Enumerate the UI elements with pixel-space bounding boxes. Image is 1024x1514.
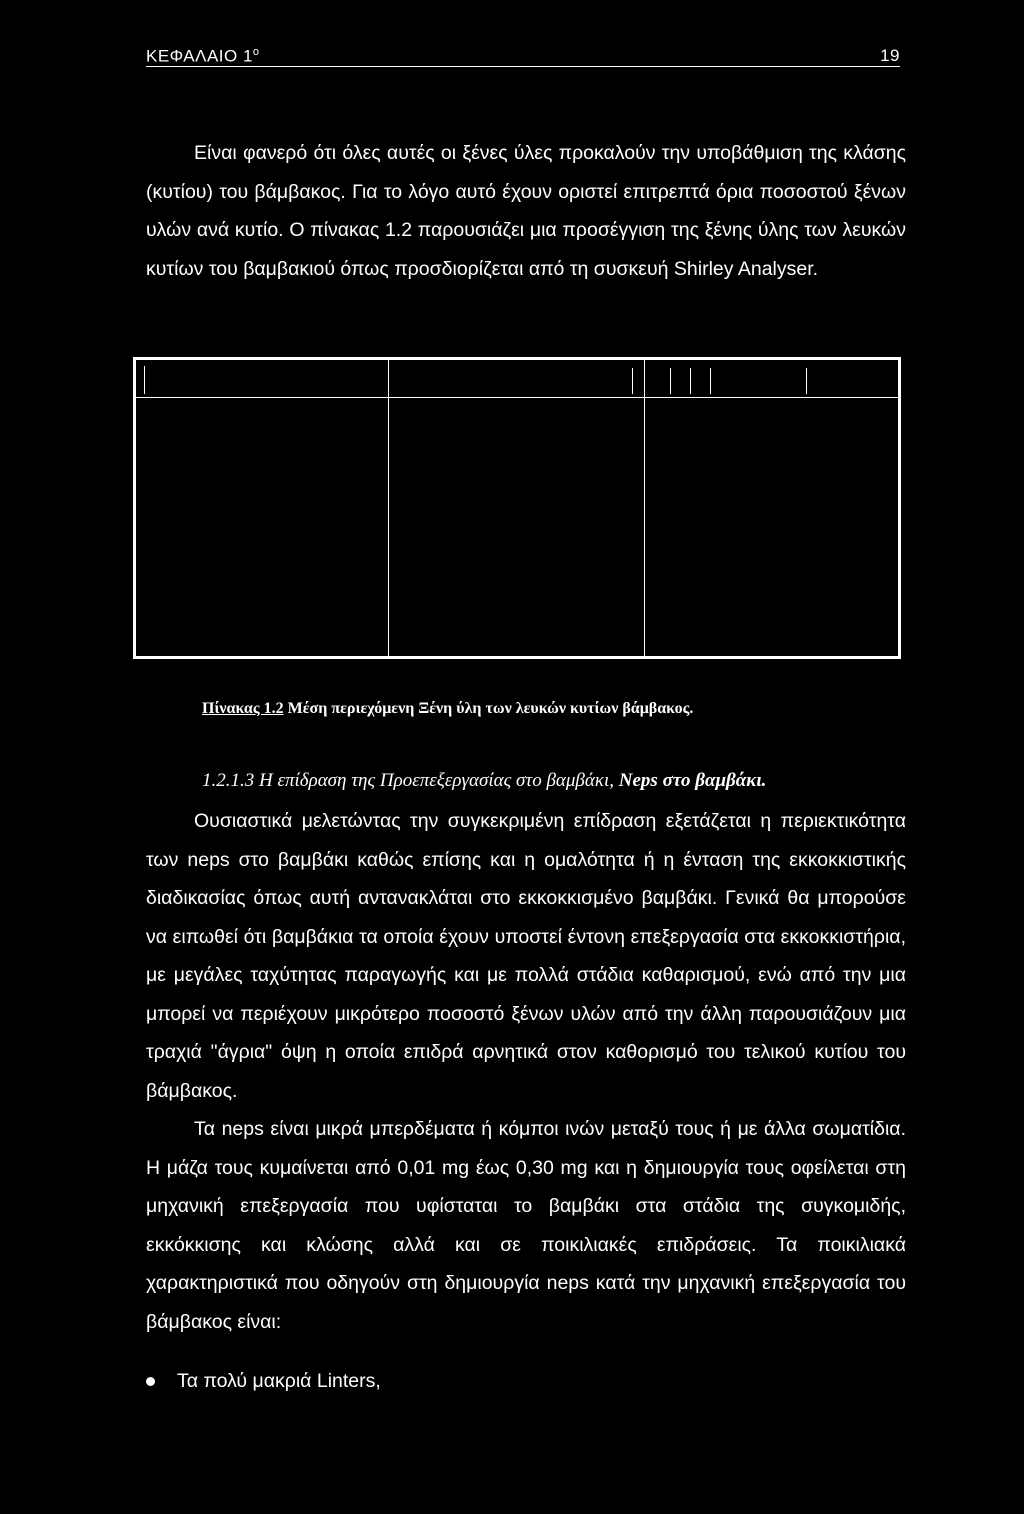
body-text	[146, 802, 906, 1341]
table-header-tick	[144, 366, 145, 394]
table-column-divider	[388, 360, 389, 656]
page-number: 19	[880, 46, 900, 65]
body-paragraph: Τα neps είναι μικρά μπερδέματα ή κόμποι ινών μεταξύ τους ή με άλλα σωματίδια. Η μάζα τους κυμαίνεται από 0,01 mg έως 0,30 mg και η δημιουργία τους οφείλεται στη μηχανική επεξεργασία που υφίσταται το βαμβάκι στα στάδια της συγκομιδής, εκκόκκισης και κλώσης αλλά και σε ποικιλιακές επιδράσεις. Τα ποικιλιακά χαρακτηριστικά που οδηγούν στη δημιουργία neps κατά την μηχανική επεξεργασία του βάμβακος είναι:	[146, 1118, 906, 1333]
bullet-icon	[146, 1377, 155, 1386]
table-caption	[202, 700, 693, 718]
table-caption-text: Μέση περιεχόμενη Ξένη ύλη των λευκών κυτίων βάμβακος.	[283, 700, 694, 717]
table-header-tick	[670, 368, 671, 394]
table-frame	[133, 357, 901, 659]
section-number: 1.2.1.3	[202, 770, 255, 791]
table-header-tick	[806, 368, 807, 394]
table-column-divider	[644, 360, 645, 656]
section-heading	[202, 770, 766, 792]
intro-paragraph: Είναι φανερό ότι όλες αυτές οι ξένες ύλες προκαλούν την υποβάθμιση της κλάσης (κυτίου) του βάμβακος. Για το λόγο αυτό έχουν οριστεί επιτρεπτά όρια ποσοστού ξένων υλών ανά κυτίο. Ο πίνακας 1.2 παρουσιάζει μια προσέγγιση της ξένης ύλης των λευκών κυτίων του βαμβακιού όπως προσδιορίζεται από τη συσκευή Shirley Analyser.	[146, 142, 906, 280]
chapter-label: ΚΕΦΑΛΑΙΟ $1^o$	[146, 46, 260, 66]
page-header	[146, 44, 900, 67]
list-item-text: Τα πολύ μακριά Linters,	[177, 1370, 381, 1392]
table-header-tick	[632, 368, 633, 394]
chapter-superscript: ο	[252, 46, 260, 58]
list-item	[146, 1370, 381, 1393]
table-header-tick	[710, 368, 711, 394]
table-caption-label: Πίνακας 1.2	[202, 700, 284, 717]
body-paragraph: Ουσιαστικά μελετώντας την συγκεκριμένη επίδραση εξετάζεται η περιεκτικότητα των neps στο βαμβάκι καθώς επίσης και η ομαλότητα ή η ένταση της εκκοκκιστικής διαδικασίας όπως αυτή αντανακλάται στο εκκοκκισμένο βαμβάκι. Γενικά θα μπορούσε να ειπωθεί ότι βαμβάκια τα οποία έχουν υποστεί έντονη επεξεργασία στα εκκοκκιστήρια, με μεγάλες ταχύτητας παραγωγής και με πολλά στάδια καθαρισμού, ενώ από την μια μπορεί να περιέχουν μικρότερο ποσοστό ξένων υλών από την άλλη παρουσιάζουν μια τραχιά "άγρια" όψη η οποία επιδρά αρνητικά στον καθορισμό του τελικού κυτίου του βάμβακος.	[146, 810, 906, 1102]
section-title: Η επίδραση της Προεπεξεργασίας στο βαμβάκι,	[254, 770, 619, 791]
table-header-tick	[690, 368, 691, 394]
section-title-bold: Neps στο βαμβάκι.	[618, 770, 767, 791]
table-header-rule	[136, 397, 898, 398]
